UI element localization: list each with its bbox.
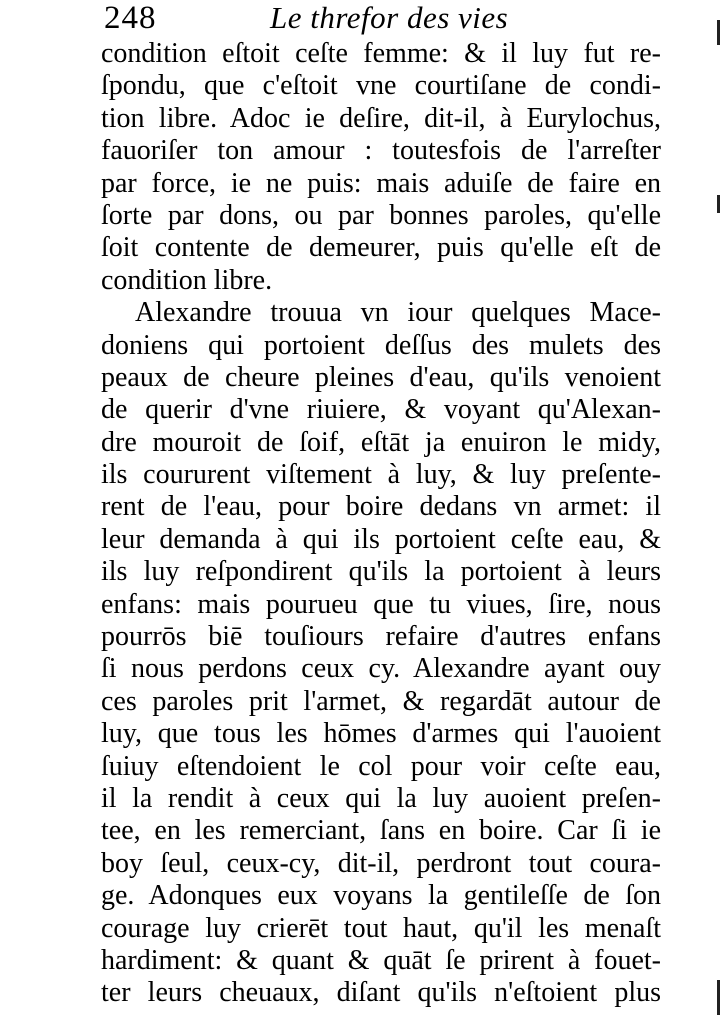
page-number: 248 <box>104 0 157 36</box>
text-line: condition libre. <box>101 264 273 296</box>
running-title: Le threfor des vies <box>270 0 509 35</box>
text-line: tion libre. Adoc ie deſire, dit-il, à Eurylochus, <box>101 102 661 134</box>
page-edge-shadow <box>717 20 720 45</box>
text-line: fauoriſer ton amour : toutesfois de l'arreſter <box>101 135 661 167</box>
text-line: ſpondu, que c'eſtoit vne courtiſane de condi- <box>101 70 661 102</box>
text-line: par force, ie ne puis: mais aduiſe de faire en <box>101 167 661 199</box>
text-line: ils coururent viſtement à luy, & luy preſente- <box>101 459 661 491</box>
text-line: il la rendit à ceux qui la luy auoient preſen- <box>101 782 661 814</box>
text-line: tee, en les remerciant, ſans en boire. Car ſi ie <box>101 815 661 847</box>
body-text <box>101 38 661 1010</box>
text-line: condition eſtoit ceſte femme: & il luy fut re- <box>101 38 661 69</box>
text-line: ge. Adonques eux voyans la gentileſſe de ſon <box>101 880 661 912</box>
text-line: ſi nous perdons ceux cy. Alexandre ayant ouy <box>101 653 661 685</box>
text-line: enfans: mais pourueu que tu viues, ſire, nous <box>101 588 661 620</box>
text-line: courage luy crierēt tout haut, qu'il les menaſt <box>101 912 661 944</box>
text-line: doniens qui portoient deſſus des mulets des <box>101 329 661 361</box>
page-edge-shadow <box>717 195 720 213</box>
text-line: pourrōs biē touſiours refaire d'autres enfans <box>101 621 661 653</box>
page-header <box>100 0 660 40</box>
text-line: ter leurs cheuaux, diſant qu'ils n'eſtoient plus <box>101 977 661 1009</box>
text-line: ils luy reſpondirent qu'ils la portoient à leurs <box>101 556 661 588</box>
text-line: ſoit contente de demeurer, puis qu'elle eſt de <box>101 232 661 264</box>
text-line: de querir d'vne riuiere, & voyant qu'Alexan- <box>101 394 661 426</box>
page-edge-shadow <box>717 980 720 1015</box>
text-line: boy ſeul, ceux-cy, dit-il, perdront tout coura- <box>101 847 661 879</box>
text-line: leur demanda à qui ils portoient ceſte eau, & <box>101 523 661 555</box>
paragraph-start-line: Alexandre trouua vn iour quelques Mace- <box>135 297 661 329</box>
text-line: ces paroles prit l'armet, & regardāt autour de <box>101 685 661 717</box>
text-line: ſuiuy eſtendoient le col pour voir ceſte eau, <box>101 750 661 782</box>
text-line: rent de l'eau, pour boire dedans vn armet: il <box>101 491 661 523</box>
text-line: ſorte par dons, ou par bonnes paroles, qu'elle <box>101 199 661 231</box>
text-line: peaux de cheure pleines d'eau, qu'ils venoient <box>101 361 661 393</box>
text-line: hardiment: & quant & quāt ſe prirent à fouet- <box>101 944 661 976</box>
text-line: luy, que tous les hōmes d'armes qui l'auoient <box>101 718 661 750</box>
text-line: dre mouroit de ſoif, eſtāt ja enuiron le midy, <box>101 426 661 458</box>
